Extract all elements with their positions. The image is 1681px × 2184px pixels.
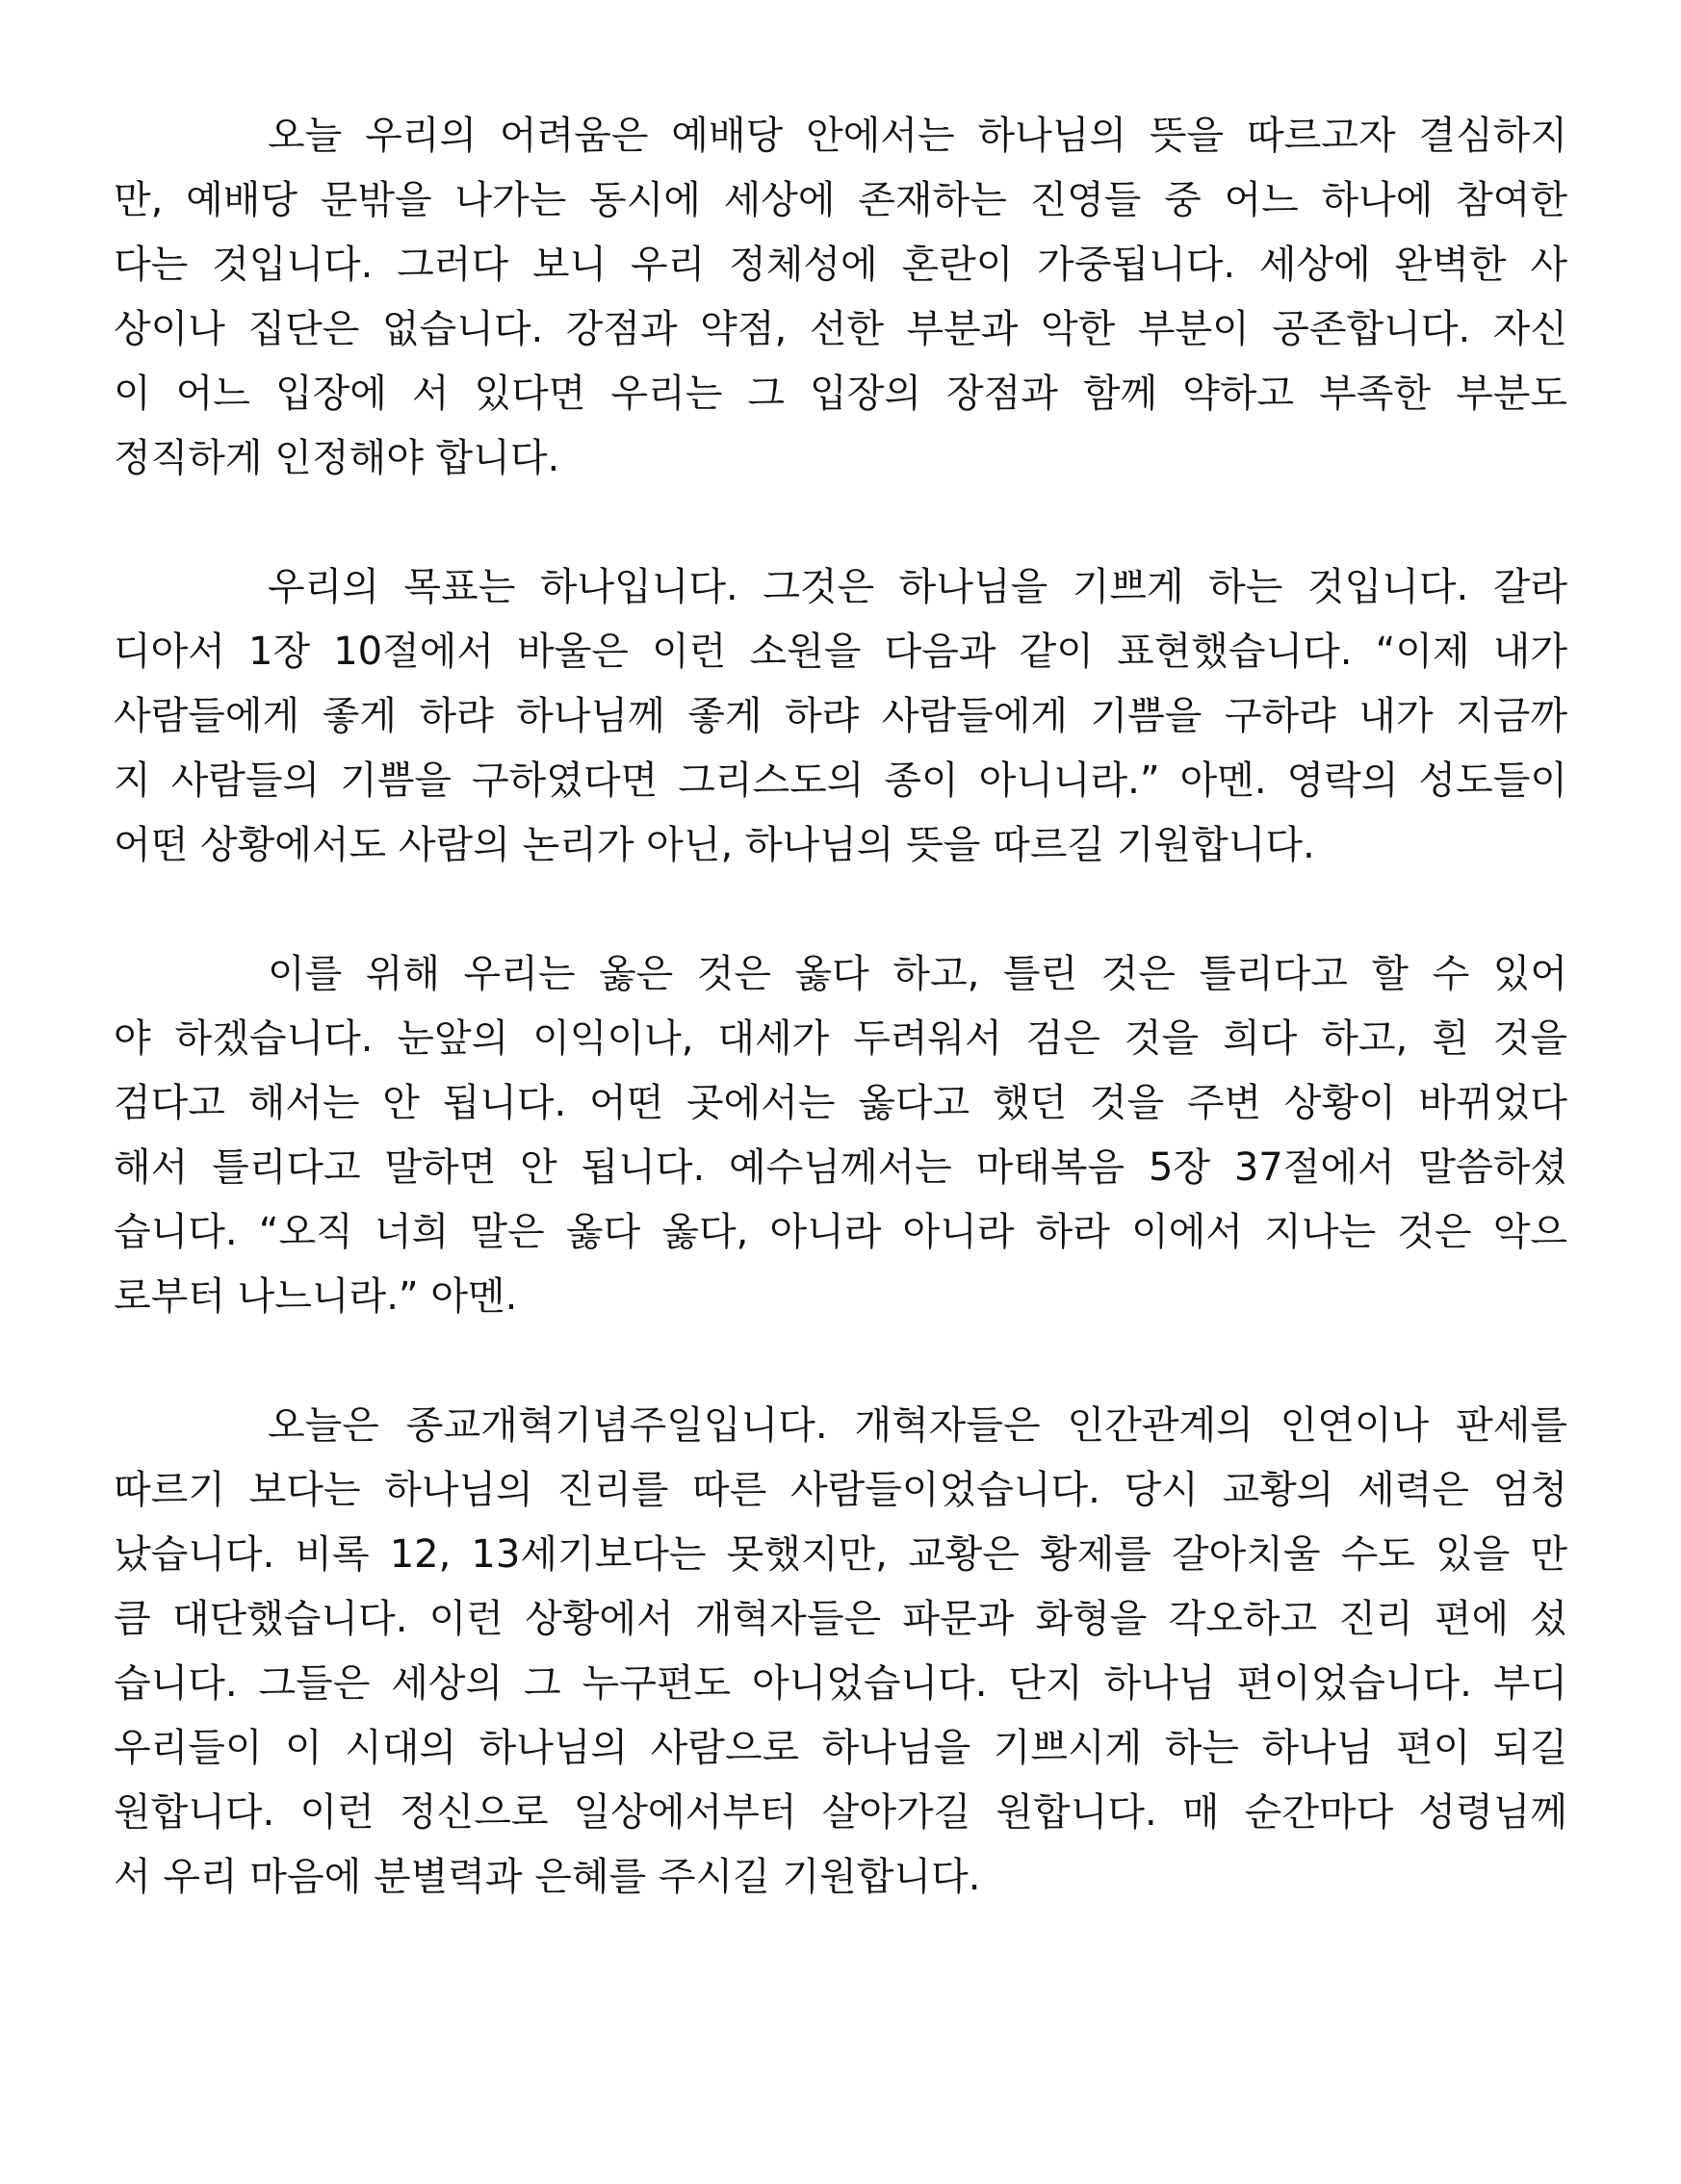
text-line: 우리의 목표는 하나입니다. 그것은 하나님을 기쁘게 하는 것입니다. 갈라 [268, 565, 1567, 609]
text-line: 서 우리 마음에 분별력과 은혜를 주시길 기원합니다. [114, 1855, 981, 1899]
text-line: 다는 것입니다. 그러다 보니 우리 정체성에 혼란이 가중됩니다. 세상에 완벽한 사 [114, 243, 1567, 287]
text-line: 원합니다. 이런 정신으로 일상에서부터 살아가길 원합니다. 매 순간마다 성령님께 [114, 1790, 1567, 1835]
text-line: 오늘 우리의 어려움은 예배당 안에서는 하나님의 뜻을 따르고자 결심하지 [268, 114, 1567, 158]
text-line: 습니다. 그들은 세상의 그 누구편도 아니었습니다. 단지 하나님 편이었습니다. 부디 [114, 1661, 1567, 1706]
text-line: 디아서 1장 10절에서 바울은 이런 소원을 다음과 같이 표현했습니다. “이제 내가 [114, 630, 1567, 674]
paragraph-3 [114, 942, 1567, 1329]
text-line: 습니다. “오직 너희 말은 옳다 옳다, 아니라 아니라 하라 이에서 지나는 것은 악으 [114, 1210, 1567, 1254]
text-line: 어떤 상황에서도 사람의 논리가 아닌, 하나님의 뜻을 따르길 기원합니다. [114, 823, 1315, 867]
text-line: 우리들이 이 시대의 하나님의 사람으로 하나님을 기쁘시게 하는 하나님 편이 되길 [114, 1726, 1567, 1770]
paragraph-2 [114, 555, 1567, 878]
text-line: 만, 예배당 문밖을 나가는 동시에 세상에 존재하는 진영들 중 어느 하나에 참여한 [114, 178, 1567, 222]
text-line: 이를 위해 우리는 옳은 것은 옳다 하고, 틀린 것은 틀리다고 할 수 있어 [268, 952, 1567, 996]
text-line: 났습니다. 비록 12, 13세기보다는 못했지만, 교황은 황제를 갈아치울 수도 있을 만 [114, 1532, 1567, 1577]
text-line: 사람들에게 좋게 하랴 하나님께 좋게 하랴 사람들에게 기쁨을 구하랴 내가 지금까 [114, 694, 1567, 738]
text-line: 따르기 보다는 하나님의 진리를 따른 사람들이었습니다. 당시 교황의 세력은 엄청 [114, 1468, 1567, 1512]
paragraph-4 [114, 1394, 1567, 1910]
paragraph-1 [114, 104, 1567, 491]
text-line: 로부터 나느니라.” 아멘. [114, 1274, 518, 1319]
text-line: 오늘은 종교개혁기념주일입니다. 개혁자들은 인간관계의 인연이나 판세를 [268, 1403, 1567, 1448]
text-line: 검다고 해서는 안 됩니다. 어떤 곳에서는 옳다고 했던 것을 주변 상황이 바뀌었다 [114, 1081, 1567, 1125]
text-line: 야 하겠습니다. 눈앞의 이익이나, 대세가 두려워서 검은 것을 희다 하고, 흰 것을 [114, 1016, 1567, 1061]
text-line: 큼 대단했습니다. 이런 상황에서 개혁자들은 파문과 화형을 각오하고 진리 편에 섰 [114, 1597, 1567, 1641]
document-body [114, 104, 1567, 1974]
text-line: 지 사람들의 기쁨을 구하였다면 그리스도의 종이 아니니라.” 아멘. 영락의 성도들이 [114, 758, 1567, 803]
text-line: 정직하게 인정해야 합니다. [114, 436, 560, 480]
text-line: 이 어느 입장에 서 있다면 우리는 그 입장의 장점과 함께 약하고 부족한 부분도 [114, 372, 1567, 416]
text-line: 상이나 집단은 없습니다. 강점과 약점, 선한 부분과 악한 부분이 공존합니다. 자신 [114, 307, 1567, 351]
text-line: 해서 틀리다고 말하면 안 됩니다. 예수님께서는 마태복음 5장 37절에서 말씀하셨 [114, 1145, 1567, 1190]
